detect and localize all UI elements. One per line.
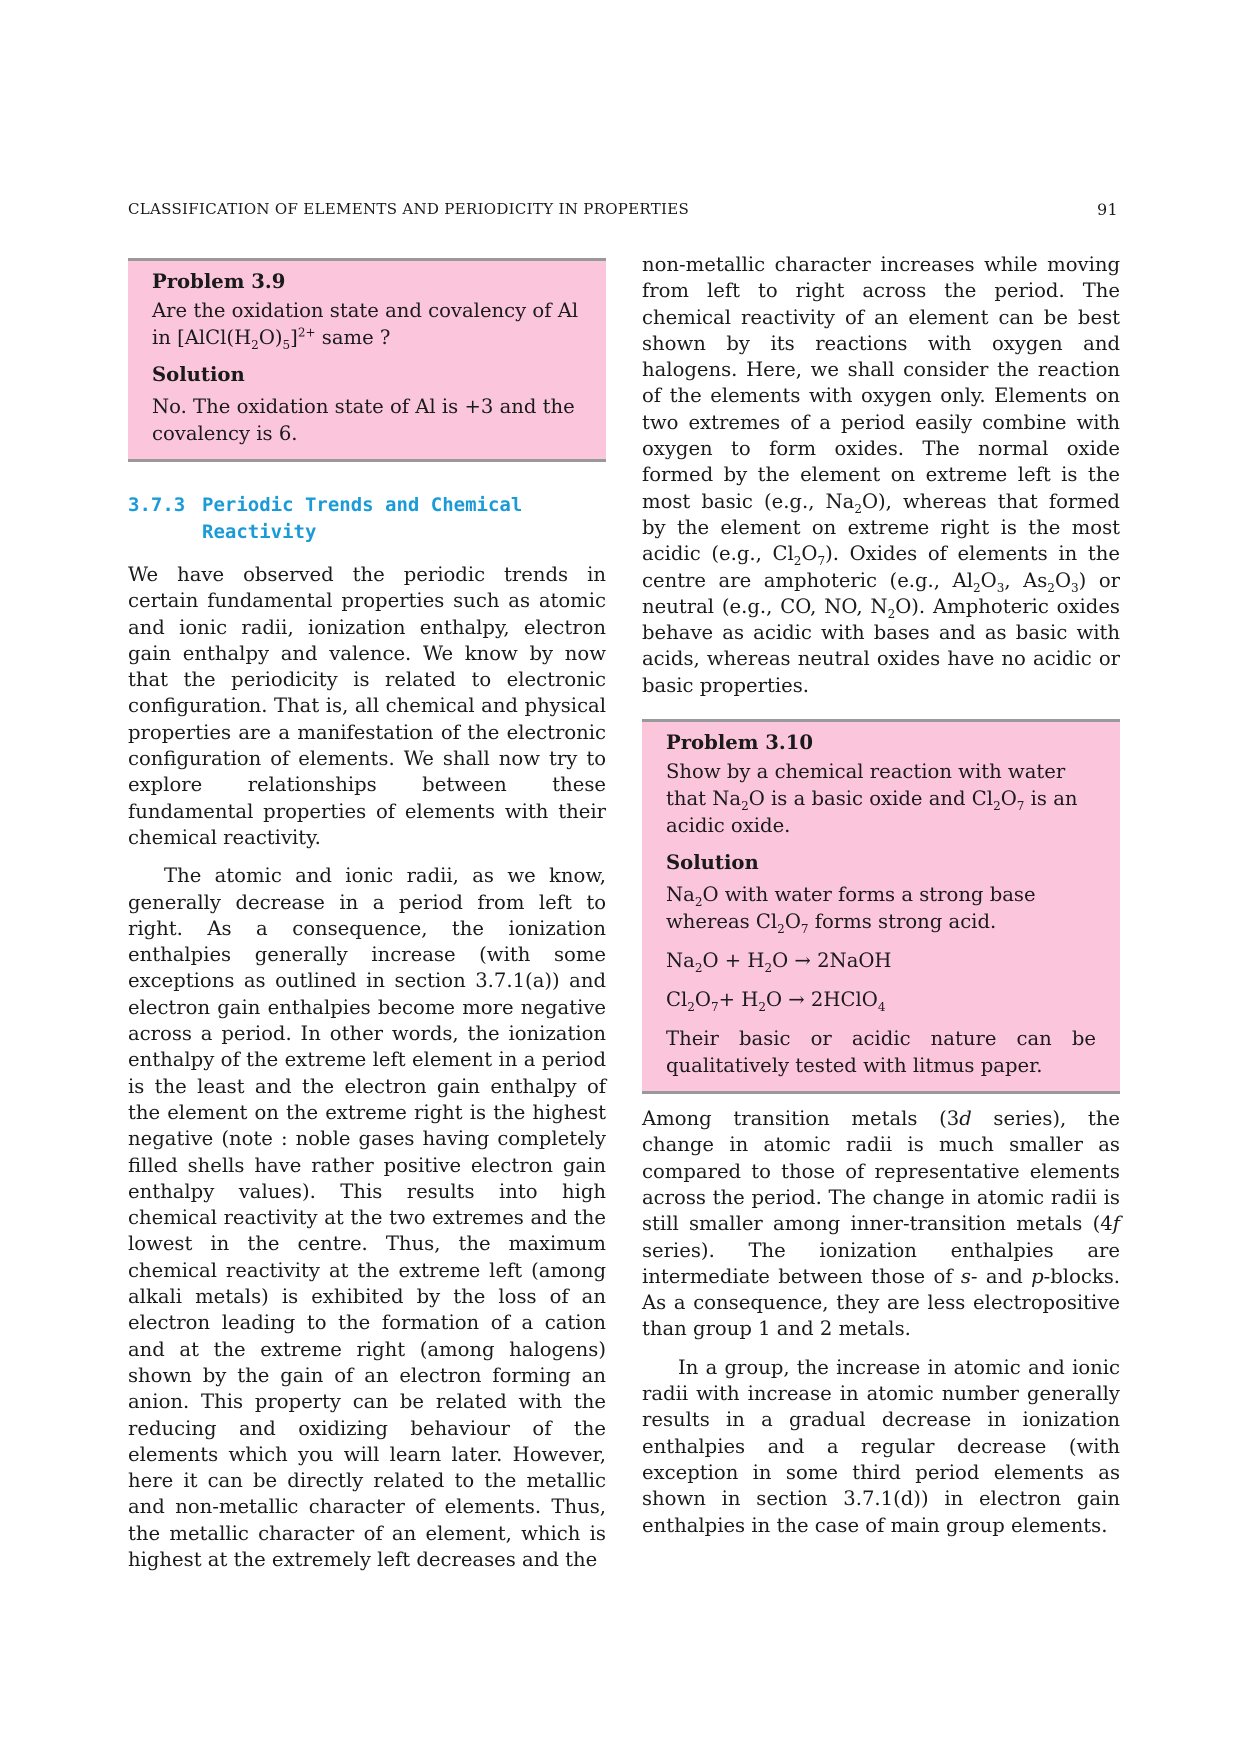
running-title: CLASSIFICATION OF ELEMENTS AND PERIODICITY IN PROPERTIES xyxy=(128,200,690,218)
equation-cl2o7: $Cl_2O_7+ H_2O$ → 2HClO$_4$ xyxy=(666,988,886,1014)
problem-3-9-solution-label: Solution xyxy=(152,363,245,386)
right-paragraph-group: In a group, the increase in atomic and ionic radii with increase in atomic number generally results in a gradual decrease in ionization enthalpies and a regular decrease (with exception in some third period elements as shown in section 3.7.1(d)) in electron gain enthalpies in the case of main group elements. xyxy=(642,1355,1120,1537)
problem-3-10-box xyxy=(642,719,1120,1094)
page-number: 91 xyxy=(1097,200,1118,219)
left-paragraph-2: The atomic and ionic radii, as we know, generally decrease in a period from left to right. As a consequence, the ionization enthalpies generally increase (with some exceptions as outlined in section 3.7.1(a)) and electron gain enthalpies become more negative across a period. In other words, the ionization enthalpy of the extreme left element in a period is the least and the electron gain enthalpy of the element on the extreme right is the highest negative (note : noble gases having completely filled shells have rather positive electron gain enthalpy values). This results into high chemical reactivity at the two extremes and the lowest in the centre. Thus, the maximum chemical reactivity at the extreme left (among alkali metals) is exhibited by the loss of an electron leading to the formation of a cation and at the extreme right (among halogens) shown by the gain of an electron forming an anion. This property can be related with the reducing and oxidizing behaviour of the elements which you will learn later. However, here it can be directly related to the metallic and non-metallic character of elements. Thus, the metallic character of an element, which is highest at the extremely left decreases and the xyxy=(128,864,606,1571)
problem-3-10-question: Show by a chemical reaction with water that $Na_2O$ is a basic oxide and $Cl_2O_7$ is an acidic oxide. xyxy=(666,760,1078,838)
left-column xyxy=(128,258,606,1573)
problem-3-9-label: Problem 3.9 xyxy=(152,270,286,293)
problem-3-10-answer: $Na_2O$ with water forms a strong base whereas $Cl_2O_7$ forms strong acid. xyxy=(666,883,1036,936)
section-title: Periodic Trends and Chemical Reactivity xyxy=(202,494,523,543)
problem-3-9-answer: No. The oxidation state of Al is +3 and the covalency is 6. xyxy=(152,395,575,445)
left-paragraph-1: We have observed the periodic trends in certain fundamental properties such as atomic and ionic radii, ionization enthalpy, electron gain enthalpy and valence. We know by now that the periodicity is related to electronic configuration. That is, all chemical and physical properties are a manifestation of the electronic configuration of elements. We shall now try to explore relationships between these fundamental properties of elements with their chemical reactivity. xyxy=(128,563,606,849)
right-paragraph-oxides: non-metallic character increases while moving from left to right across the period. The chemical reactivity of an element can be best shown by its reactions with oxygen and halogens. Here, we shall consider the reaction of the elements with oxygen only. Elements on two extremes of a period easily combine with oxygen to form oxides. The normal oxide formed by the element on extreme left is the most basic (e.g., $Na_2O$), whereas that formed by the element on extreme right is the most acidic (e.g., $Cl_2O_7$). Oxides of elements in the centre are amphoteric (e.g., $Al_2O_3$, $As_2O_3$) or neutral (e.g., CO, NO, $N_2O$). Amphoteric oxides behave as acidic with bases and as basic with acids, whereas neutral oxides have no acidic or basic properties. xyxy=(642,253,1120,697)
right-paragraph-transition: Among transition metals (3d series), the change in atomic radii is much smaller as compared to those of representative elements across the period. The change in atomic radii is still smaller among inner-transition metals (4f series). The ionization enthalpies are intermediate between those of s- and p-blocks. As a consequence, they are less electropositive than group 1 and 2 metals. xyxy=(642,1107,1120,1341)
problem-3-10-solution-label: Solution xyxy=(666,851,759,875)
equation-na2o: $Na_2O + H_2O$ → 2NaOH xyxy=(666,949,892,975)
problem-3-9-question: Are the oxidation state and covalency of Al in $[AlCl(H_2O)_5]^{2+}$ same ? xyxy=(152,299,579,352)
right-column xyxy=(642,252,1120,1539)
section-heading xyxy=(128,492,606,546)
problem-3-10-label: Problem 3.10 xyxy=(666,731,814,755)
problem-3-10-closing: Their basic or acidic nature can be qualitatively tested with litmus paper. xyxy=(666,1027,1096,1078)
section-number: 3.7.3 xyxy=(128,494,186,516)
problem-3-9-box xyxy=(128,258,606,462)
